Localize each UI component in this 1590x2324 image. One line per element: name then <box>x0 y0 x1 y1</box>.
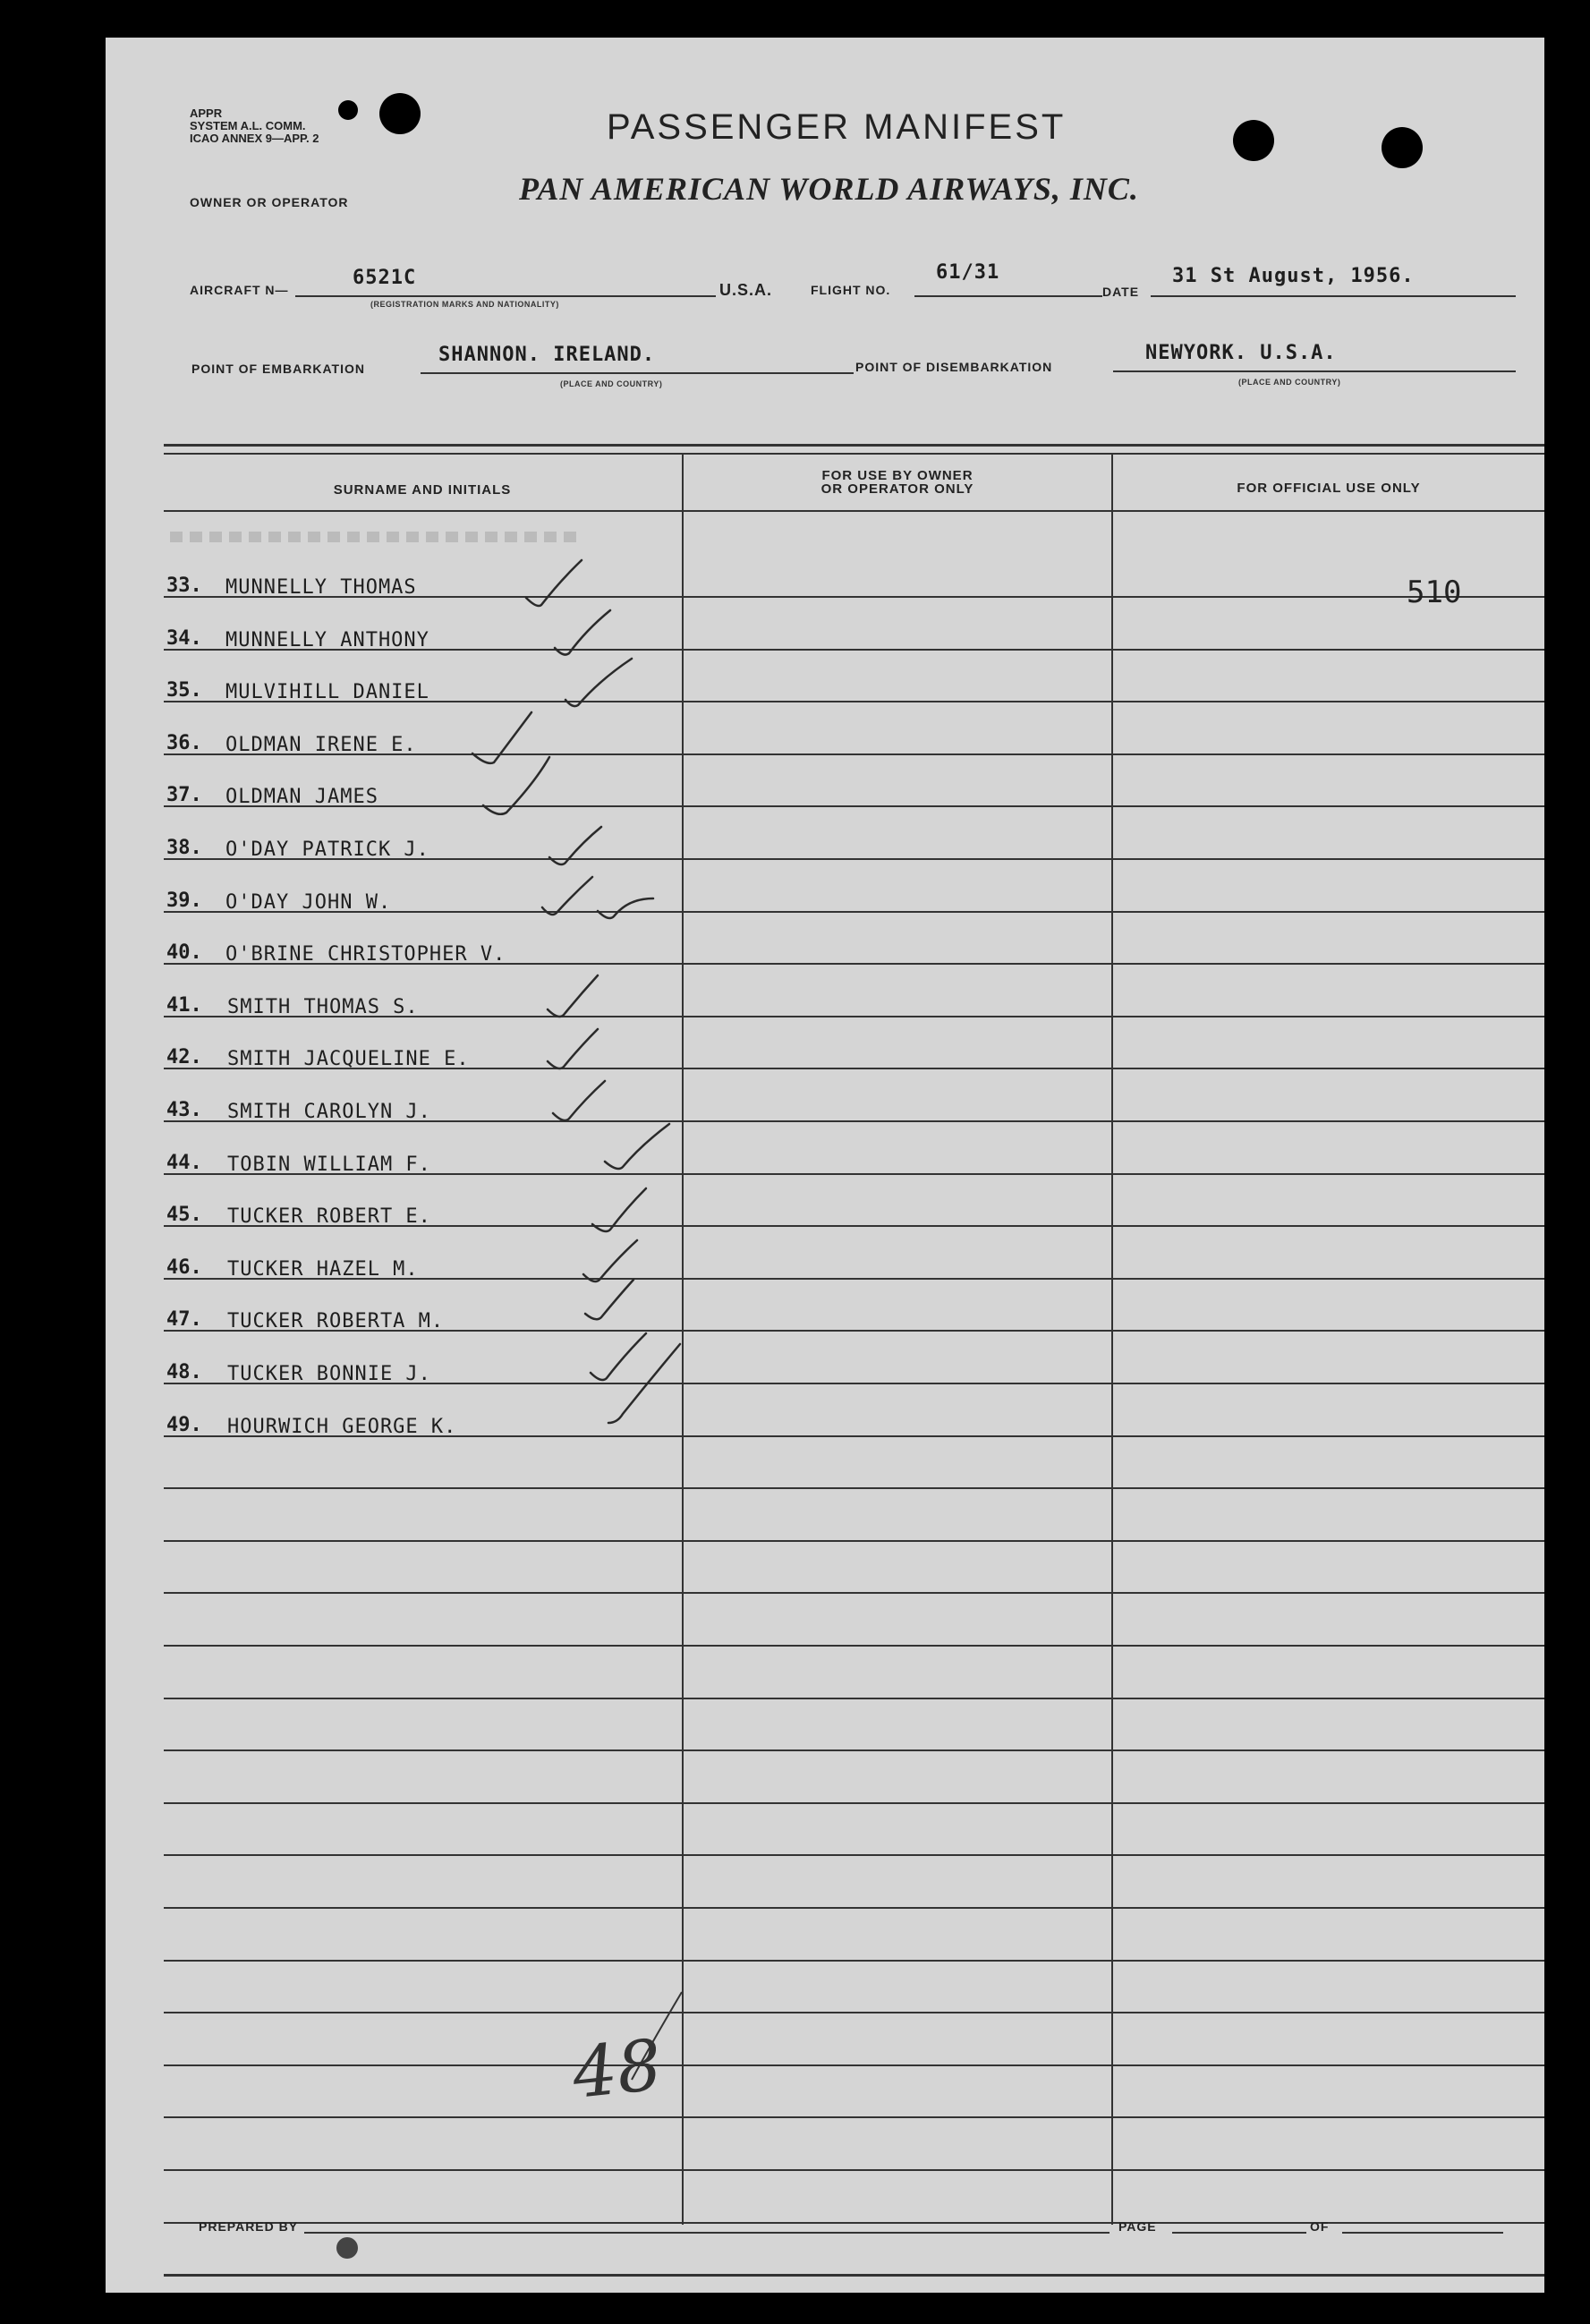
passenger-number: 46. <box>166 1256 202 1279</box>
passenger-name: O'DAY PATRICK J. <box>225 839 429 861</box>
passenger-number: 49. <box>166 1414 202 1436</box>
embark-value: SHANNON. IRELAND. <box>438 344 656 366</box>
form-stamp <box>336 2237 358 2259</box>
check-mark <box>542 877 592 915</box>
disembark-value: NEWYORK. U.S.A. <box>1145 342 1337 364</box>
registration-caption: (REGISTRATION MARKS AND NATIONALITY) <box>370 300 559 309</box>
passenger-number: 39. <box>166 890 202 912</box>
total-stroke <box>626 1987 689 2085</box>
flight-label: FLIGHT NO. <box>811 283 891 297</box>
passenger-name: TUCKER ROBERTA M. <box>227 1310 445 1332</box>
check-mark <box>555 610 610 655</box>
passenger-name: SMITH THOMAS S. <box>227 996 419 1018</box>
approval-line-1: APPR <box>190 106 223 120</box>
passenger-name: SMITH CAROLYN J. <box>227 1101 431 1123</box>
check-mark <box>608 1344 680 1423</box>
check-mark <box>605 1124 669 1169</box>
passenger-number: 35. <box>166 679 202 702</box>
date-label: DATE <box>1102 285 1140 299</box>
passenger-name: HOURWICH GEORGE K. <box>227 1416 457 1438</box>
check-mark <box>553 1081 605 1120</box>
passenger-name: OLDMAN JAMES <box>225 786 378 808</box>
handwritten-total: 48 <box>568 2025 666 2115</box>
passenger-number: 45. <box>166 1204 202 1226</box>
date-value: 31 St August, 1956. <box>1172 265 1415 287</box>
of-line <box>1342 2232 1503 2234</box>
passenger-name: MUNNELLY ANTHONY <box>225 629 429 651</box>
owner-label: OWNER OR OPERATOR <box>190 195 349 209</box>
column-header-surname: SURNAME AND INITIALS <box>333 482 512 498</box>
passenger-number: 47. <box>166 1308 202 1331</box>
passenger-name: O'BRINE CHRISTOPHER V. <box>225 943 506 966</box>
passenger-name: TUCKER ROBERT E. <box>227 1205 431 1228</box>
passenger-number: 48. <box>166 1361 202 1383</box>
aircraft-label: AIRCRAFT N— <box>190 283 289 297</box>
column-header-owner-1: FOR USE BY OWNER <box>821 468 974 483</box>
passenger-number: 33. <box>166 575 202 597</box>
page-label: PAGE <box>1118 2219 1157 2234</box>
check-mark <box>592 1188 646 1231</box>
disembark-label: POINT OF DISEMBARKATION <box>855 360 1053 374</box>
flight-value: 61/31 <box>936 261 1000 284</box>
country-label: U.S.A. <box>719 281 773 299</box>
approval-line-3: ICAO ANNEX 9—APP. 2 <box>190 132 319 145</box>
passenger-name: MUNNELLY THOMAS <box>225 576 417 599</box>
check-mark <box>526 560 582 606</box>
check-mark <box>565 659 632 706</box>
check-mark <box>472 712 531 763</box>
passenger-number: 43. <box>166 1099 202 1121</box>
embark-label: POINT OF EMBARKATION <box>191 362 365 376</box>
passenger-name: OLDMAN IRENE E. <box>225 734 417 756</box>
check-mark <box>591 1333 646 1380</box>
prepared-by-label: PREPARED BY <box>199 2219 299 2234</box>
page-title: PASSENGER MANIFEST <box>607 107 1067 147</box>
disembark-caption: (PLACE AND COUNTRY) <box>1238 378 1341 387</box>
of-label: OF <box>1310 2219 1330 2234</box>
check-mark <box>483 757 549 814</box>
check-mark <box>585 1280 633 1319</box>
passenger-number: 42. <box>166 1046 202 1068</box>
passenger-name: MULVIHILL DANIEL <box>225 681 429 703</box>
passenger-name: O'DAY JOHN W. <box>225 891 392 914</box>
official-use-note: 510 <box>1407 575 1462 610</box>
check-mark <box>583 1240 637 1281</box>
passenger-number: 44. <box>166 1152 202 1174</box>
passenger-number: 36. <box>166 732 202 754</box>
embark-caption: (PLACE AND COUNTRY) <box>560 379 663 388</box>
passenger-name: SMITH JACQUELINE E. <box>227 1048 470 1070</box>
check-mark <box>549 827 601 864</box>
check-mark <box>598 898 653 918</box>
passenger-number: 38. <box>166 837 202 859</box>
check-mark <box>548 975 598 1017</box>
passenger-number: 37. <box>166 784 202 806</box>
passenger-number: 41. <box>166 994 202 1017</box>
operator-name: PAN AMERICAN WORLD AIRWAYS, INC. <box>519 171 1139 207</box>
passenger-number: 40. <box>166 941 202 964</box>
passenger-name: TUCKER BONNIE J. <box>227 1363 431 1385</box>
aircraft-value: 6521C <box>353 267 417 289</box>
prepared-by-line <box>304 2232 1110 2234</box>
check-mark <box>548 1029 598 1068</box>
column-header-owner-2: OR OPERATOR ONLY <box>821 481 974 497</box>
passenger-name: TUCKER HAZEL M. <box>227 1258 419 1281</box>
page-line <box>1172 2232 1306 2234</box>
approval-line-2: SYSTEM A.L. COMM. <box>190 119 306 132</box>
column-header-official: FOR OFFICIAL USE ONLY <box>1237 481 1421 496</box>
passenger-name: TOBIN WILLIAM F. <box>227 1153 431 1176</box>
passenger-number: 34. <box>166 627 202 650</box>
